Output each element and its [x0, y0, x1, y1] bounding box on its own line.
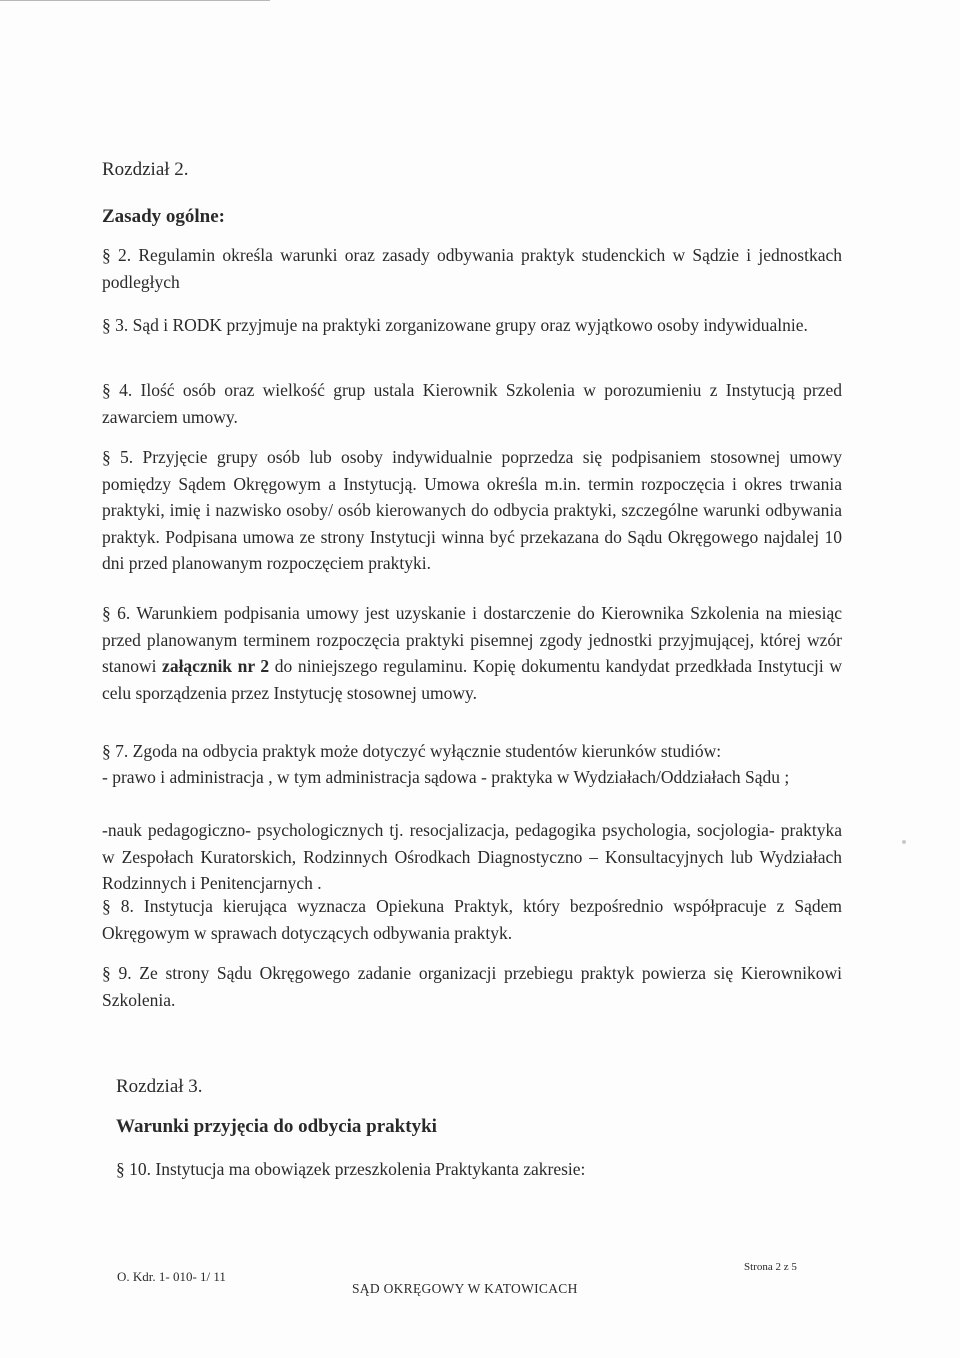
- chapter-2-subtitle: Zasady ogólne:: [102, 206, 225, 227]
- paragraph-10: § 10. Instytucja ma obowiązek przeszkolenia Praktykanta zakresie:: [116, 1159, 586, 1179]
- paragraph-5: § 5. Przyjęcie grupy osób lub osoby indywidualnie poprzedza się podpisaniem stosownej umowy pomiędzy Sądem Okręgowym a Instytucją. Umowa określa m.in. termin rozpoczęcia i okres trwania praktyki, imię i nazwisko osoby/ osób kierowanych do odbycia praktyki, szczególne warunki odbywania praktyk. Podpisana umowa ze strony Instytucji winna być przekazana do Sądu Okręgowego najdalej 10 dni przed planowanym rozpoczęciem praktyki.: [102, 447, 842, 573]
- paragraph-9: § 9. Ze strony Sądu Okręgowego zadanie organizacji przebiegu praktyk powierza się Kierownikowi Szkolenia.: [102, 963, 842, 1010]
- chapter-3-subtitle: Warunki przyjęcia do odbycia praktyki: [116, 1116, 437, 1137]
- paragraph-8: § 8. Instytucja kierująca wyznacza Opiekuna Praktyk, który bezpośrednio współpracuje z Sądem Okręgowym w sprawach dotyczących odbywania praktyk.: [102, 896, 842, 943]
- paragraph-6: [102, 600, 842, 706]
- paragraph-2: § 2. Regulamin określa warunki oraz zasady odbywania praktyk studenckich w Sądzie i jednostkach podległych: [102, 245, 842, 292]
- court-name: SĄD OKRĘGOWY W KATOWICACH: [352, 1281, 578, 1296]
- paragraph-6-text-a: § 6. Warunkiem podpisania umowy jest uzyskanie i dostarczenie do Kierownika Szkolenia na miesiąc przed planowanym terminem rozpoczęcia praktyki pisemnej zgody jednostki przyjmującej, której wzór stanowi: [102, 603, 842, 676]
- paragraph-7-intro: § 7. Zgoda na odbycia praktyk może dotyczyć wyłącznie studentów kierunków studiów:: [102, 741, 722, 761]
- chapter-3-title: Rozdział 3.: [116, 1076, 203, 1097]
- chapter-2-title: Rozdział 2.: [102, 159, 189, 180]
- paragraph-6-text-b: do niniejszego regulaminu. Kopię dokumentu kandydat przedkłada Instytucji w celu sporządzenia przez Instytucję stosownej umowy.: [102, 656, 842, 703]
- paragraph-7-pedagogy: -nauk pedagogiczno- psychologicznych tj. resocjalizacja, pedagogika psychologia, socjologia- praktyka w Zespołach Kuratorskich, Rodzinnych Ośrodkach Diagnostyczno – Konsultacyjnych lub Wydziałach Rodzinnych i Penitencjarnych .: [102, 820, 842, 893]
- paragraph-3: § 3. Sąd i RODK przyjmuje na praktyki zorganizowane grupy oraz wyjątkowo osoby indywidualnie.: [102, 315, 808, 335]
- scan-speck: [902, 840, 906, 844]
- paragraph-7-law: - prawo i administracja , w tym administracja sądowa - praktyka w Wydziałach/Oddziałach Sądu ;: [102, 767, 790, 787]
- attachment-reference: załącznik nr 2: [162, 656, 270, 676]
- page-number: Strona 2 z 5: [744, 1261, 797, 1273]
- scan-edge-line: [0, 0, 270, 1]
- document-code: O. Kdr. 1- 010- 1/ 11: [117, 1269, 226, 1284]
- paragraph-4: § 4. Ilość osób oraz wielkość grup ustala Kierownik Szkolenia w porozumieniu z Instytucją przed zawarciem umowy.: [102, 380, 842, 427]
